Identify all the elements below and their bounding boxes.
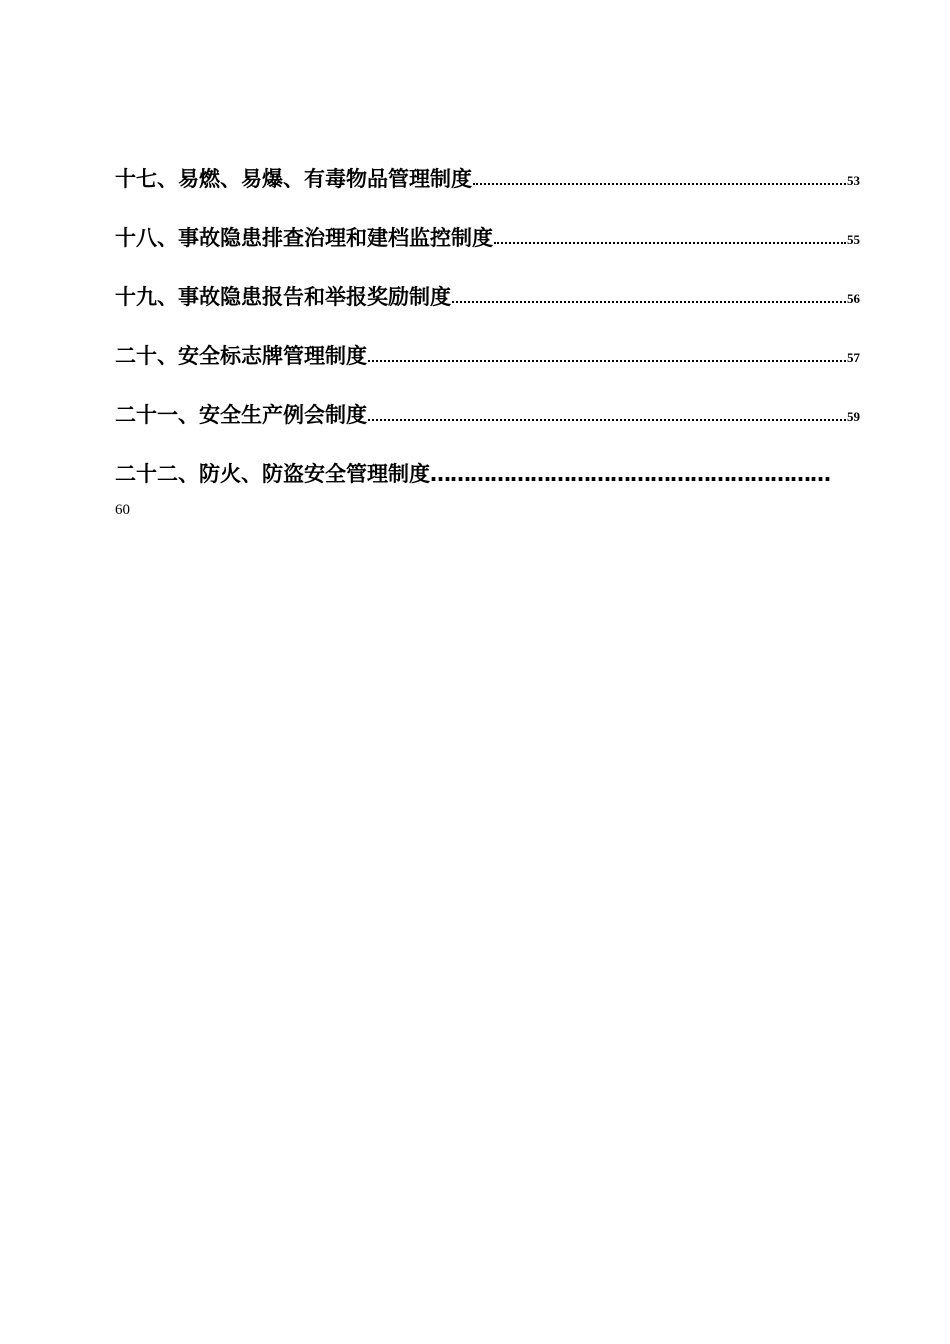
toc-entry-line	[115, 455, 830, 487]
dot-leader: ……………………………………………………	[430, 462, 830, 486]
toc-entry[interactable]	[115, 160, 860, 192]
toc-entry-page: 53	[847, 173, 860, 188]
toc-entry-title: 十九、事故隐患报告和举报奖励制度	[115, 285, 451, 309]
toc-entry-title: 十七、易燃、易爆、有毒物品管理制度	[115, 167, 472, 191]
toc-entry-last[interactable]	[115, 455, 860, 519]
toc-entry-page: 57	[847, 350, 860, 365]
toc-entry[interactable]	[115, 219, 860, 251]
dot-leader	[452, 301, 846, 303]
toc-entry-title: 十八、事故隐患排查治理和建档监控制度	[115, 226, 493, 250]
toc-entry-page: 60	[115, 502, 130, 518]
dot-leader	[473, 183, 846, 185]
toc-entry[interactable]	[115, 337, 860, 369]
dot-leader	[368, 419, 846, 421]
dot-leader	[494, 242, 846, 244]
toc-entry-page: 59	[847, 409, 860, 424]
dot-leader	[368, 360, 846, 362]
toc-entry-title: 二十一、安全生产例会制度	[115, 403, 367, 427]
toc-entry[interactable]	[115, 396, 860, 428]
toc-entry-title: 二十二、防火、防盗安全管理制度	[115, 462, 430, 486]
toc-entry-title: 二十、安全标志牌管理制度	[115, 344, 367, 368]
toc-entry[interactable]	[115, 278, 860, 310]
toc-entry-page: 56	[847, 291, 860, 306]
toc-entry-page: 55	[847, 232, 860, 247]
